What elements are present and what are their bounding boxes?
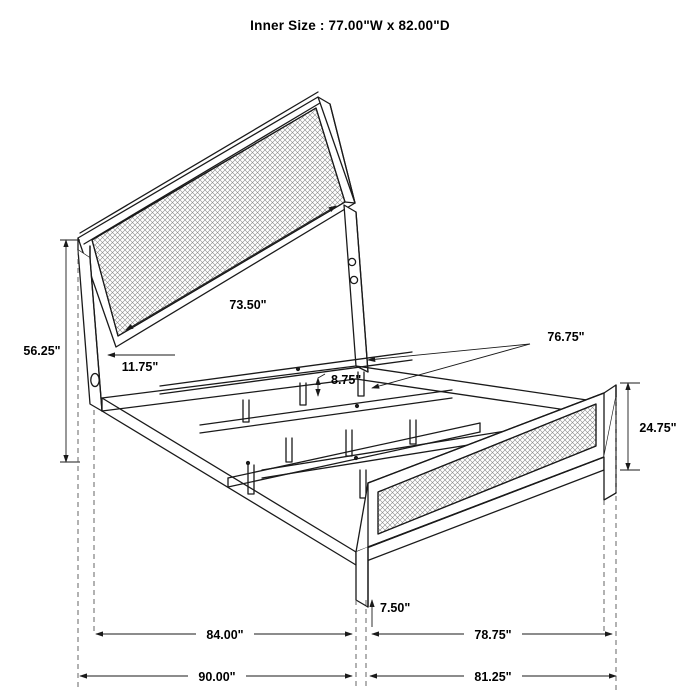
dim-slat-support-height <box>318 374 325 396</box>
label-side-rail-left: 84.00" <box>206 628 244 642</box>
label-overall-width: 81.25" <box>474 670 512 684</box>
footboard <box>356 385 616 607</box>
dim-headboard-height <box>60 240 80 462</box>
label-footboard-height: 24.75" <box>639 421 677 435</box>
label-overall-depth: 90.00" <box>198 670 236 684</box>
page-title: Inner Size : 77.00"W x 82.00"D <box>250 18 450 33</box>
label-headboard-panel-width: 73.50" <box>229 298 267 312</box>
label-side-rail-right: 78.75" <box>474 628 512 642</box>
dim-deck-depth <box>368 344 530 388</box>
label-footboard-clearance: 7.50" <box>380 601 411 615</box>
label-deck-depth: 76.75" <box>547 330 585 344</box>
label-headboard-height: 56.25" <box>23 344 61 358</box>
label-rail-height: 11.75" <box>121 360 159 374</box>
dim-footboard-height <box>620 383 640 470</box>
label-slat-support-height: 8.75" <box>331 373 362 387</box>
